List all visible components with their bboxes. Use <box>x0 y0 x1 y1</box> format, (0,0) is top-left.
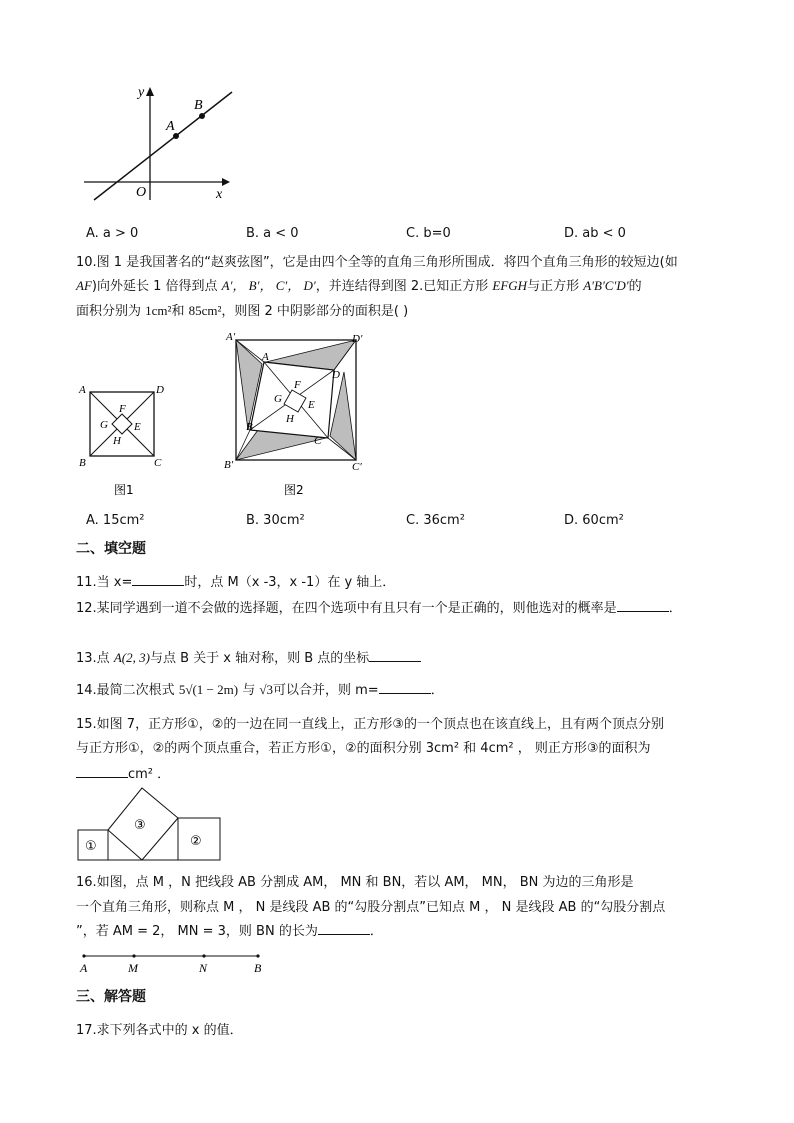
svg-text:B: B <box>254 961 262 975</box>
svg-text:A: A <box>80 961 88 975</box>
point-b <box>199 113 205 119</box>
q9-graph <box>80 82 240 202</box>
svg-text:G: G <box>100 419 108 431</box>
y-axis-arrow <box>146 87 154 96</box>
origin-label: O <box>136 185 147 200</box>
q13: 13.点 A(2, 3)与点 B 关于 x 轴对称，则 B 点的坐标 <box>76 647 421 666</box>
svg-text:D′: D′ <box>352 333 363 345</box>
svg-text:E: E <box>134 421 141 433</box>
q10-line1: 10.图 1 是我国著名的“赵爽弦图”，它是由四个全等的直角三角形所围成．将四个直角三角形的较短边(如 <box>76 255 678 270</box>
x-axis-arrow <box>222 178 230 186</box>
svg-text:②: ② <box>190 834 202 849</box>
section-title-fill-blank: 二、填空题 <box>76 541 146 557</box>
svg-text:D: D <box>156 384 164 396</box>
q10-option-a: A. 15cm² <box>86 513 145 528</box>
svg-text:H: H <box>286 413 294 425</box>
q9-option-d: D. ab < 0 <box>564 226 626 241</box>
svg-text:图2: 图2 <box>284 483 304 497</box>
q10-line2: AF)向外延长 1 倍得到点 A′， B′， C′， D′，并连结得到图 2.已知正方形 EFGH与正方形 A′B′C′D′的 <box>76 278 642 294</box>
q14: 14.最简二次根式 5√(1 − 2m) 与 √3可以合并，则 m= ． <box>76 682 444 698</box>
figure-1 <box>76 378 170 502</box>
svg-text:③: ③ <box>134 818 146 833</box>
svg-text:B: B <box>79 457 86 469</box>
svg-text:①: ① <box>85 839 97 854</box>
svg-text:F: F <box>294 379 301 391</box>
svg-text:图1: 图1 <box>114 483 134 497</box>
a-label: A <box>166 119 175 134</box>
svg-text:A: A <box>79 384 86 396</box>
svg-text:A′: A′ <box>226 331 236 343</box>
q9-option-c: C. b=0 <box>406 226 451 241</box>
q10-option-b: B. 30cm² <box>246 513 305 528</box>
b-label: B <box>194 98 203 113</box>
section-title-answer: 三、解答题 <box>76 989 146 1005</box>
q16-line2: 一个直角三角形，则称点 M ， N 是线段 AB 的“勾股分割点”已知点 M ， N 是线段 AB 的“勾股分割点 <box>76 900 666 915</box>
q15-line1: 15.如图 7，正方形①，②的一边在同一直线上，正方形③的一个顶点也在该直线上，且有两个顶点分别 <box>76 717 665 732</box>
q10-option-c: C. 36cm² <box>406 513 465 528</box>
q15-line3: cm² ． <box>76 763 170 782</box>
svg-text:G: G <box>274 393 282 405</box>
graph-line <box>94 92 232 200</box>
svg-text:C: C <box>314 435 322 447</box>
x-label: x <box>216 187 223 202</box>
svg-text:E: E <box>308 399 315 411</box>
q17: 17.求下列各式中的 x 的值． <box>76 1023 243 1038</box>
q15-line2: 与正方形①，②的两个顶点重合，若正方形①，②的面积分别 3cm² 和 4cm² ， 则正方形③的面积为 <box>76 741 651 756</box>
q15-figure <box>76 784 226 864</box>
svg-text:M: M <box>128 961 138 975</box>
q11: 11.当 x= 时，点 M（x -3，x -1）在 y 轴上． <box>76 575 396 590</box>
svg-text:C: C <box>154 457 162 469</box>
q16-segment <box>76 948 266 978</box>
q16-line1: 16.如图，点 M ，N 把线段 AB 分割成 AM， MN 和 BN，若以 AM， MN， BN 为边的三角形是 <box>76 875 634 890</box>
figure-2 <box>222 330 372 500</box>
svg-text:B′: B′ <box>224 459 234 471</box>
svg-text:N: N <box>199 961 208 975</box>
svg-text:C′: C′ <box>352 461 362 473</box>
q10-line3: 面积分别为 1cm²和 85cm²，则图 2 中阴影部分的面积是( ) <box>76 303 409 319</box>
q16-line3: ”，若 AM = 2， MN = 3，则 BN 的长为 ． <box>76 924 383 939</box>
q9-option-b: B. a < 0 <box>246 226 299 241</box>
svg-text:H: H <box>113 435 121 447</box>
svg-text:F: F <box>119 403 126 415</box>
svg-text:B: B <box>246 421 253 433</box>
q12: 12.某同学遇到一道不会做的选择题，在四个选项中有且只有一个是正确的，则他选对的概率是 ． <box>76 601 682 616</box>
svg-text:A: A <box>262 351 269 363</box>
q10-option-d: D. 60cm² <box>564 513 624 528</box>
q9-option-a: A. a > 0 <box>86 226 139 241</box>
y-label: y <box>138 85 145 100</box>
svg-text:D: D <box>332 369 340 381</box>
